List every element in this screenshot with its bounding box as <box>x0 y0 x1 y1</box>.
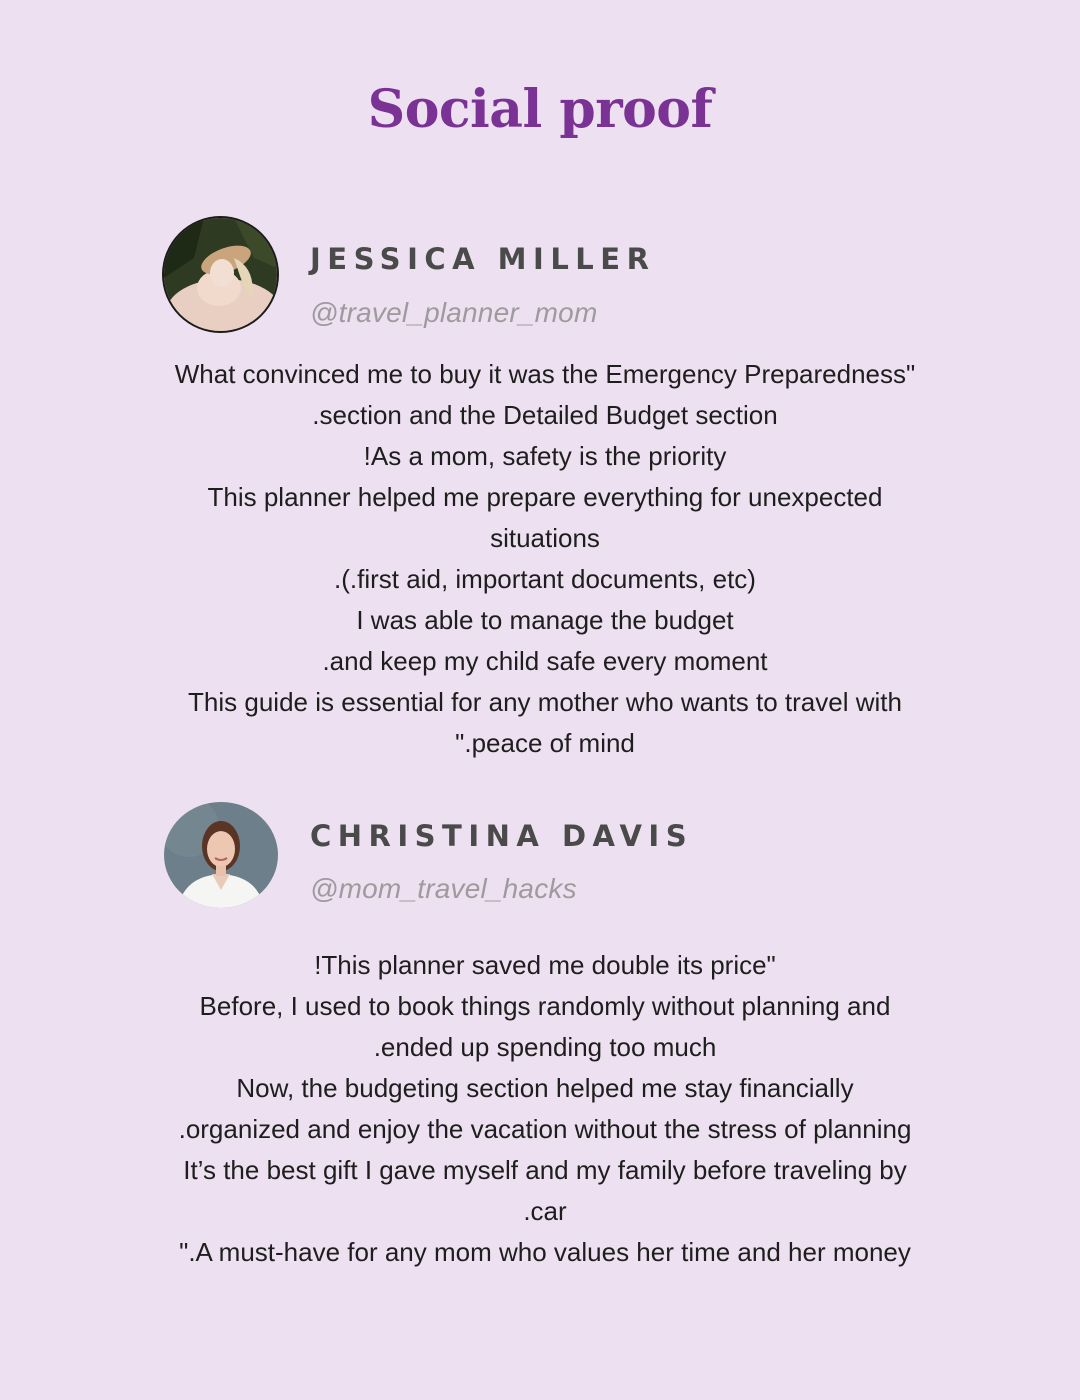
review-line: I was able to manage the budget <box>356 605 734 635</box>
avatar-jessica-miller <box>164 218 277 331</box>
review-text <box>90 354 1000 764</box>
review-text <box>90 945 1000 1273</box>
review-line: .car <box>523 1196 567 1226</box>
review-line: ".peace of mind <box>455 728 635 758</box>
avatar-christina-davis <box>164 802 278 908</box>
review-line: situations <box>490 523 600 553</box>
review-line: What convinced me to buy it was the Emergency Preparedness" <box>174 359 916 389</box>
review-line: .section and the Detailed Budget section <box>312 400 778 430</box>
reviewer-handle: @mom_travel_hacks <box>310 873 577 904</box>
review-line: !As a mom, safety is the priority <box>363 441 727 471</box>
review-line: .organized and enjoy the vacation without the stress of planning <box>178 1114 912 1144</box>
review-line: .ended up spending too much <box>373 1032 717 1062</box>
reviewer-name: JESSICA MILLER <box>310 242 656 276</box>
review-line: Before, I used to book things randomly without planning and <box>199 991 891 1021</box>
review-line: .and keep my child safe every moment <box>322 646 768 676</box>
page-title: Social proof <box>367 79 713 140</box>
review-line: !This planner saved me double its price" <box>314 950 776 980</box>
review-line: .(.first aid, important documents, etc) <box>334 564 756 594</box>
review-line: This guide is essential for any mother who wants to travel with <box>188 687 902 717</box>
review-line: Now, the budgeting section helped me stay financially <box>236 1073 854 1103</box>
review-line: It’s the best gift I gave myself and my family before traveling by <box>183 1155 907 1185</box>
review-line: ".A must-have for any mom who values her time and her money <box>179 1237 911 1267</box>
reviewer-handle: @travel_planner_mom <box>310 297 598 328</box>
reviewer-name: CHRISTINA DAVIS <box>310 819 694 853</box>
review-line: This planner helped me prepare everything for unexpected <box>207 482 883 512</box>
